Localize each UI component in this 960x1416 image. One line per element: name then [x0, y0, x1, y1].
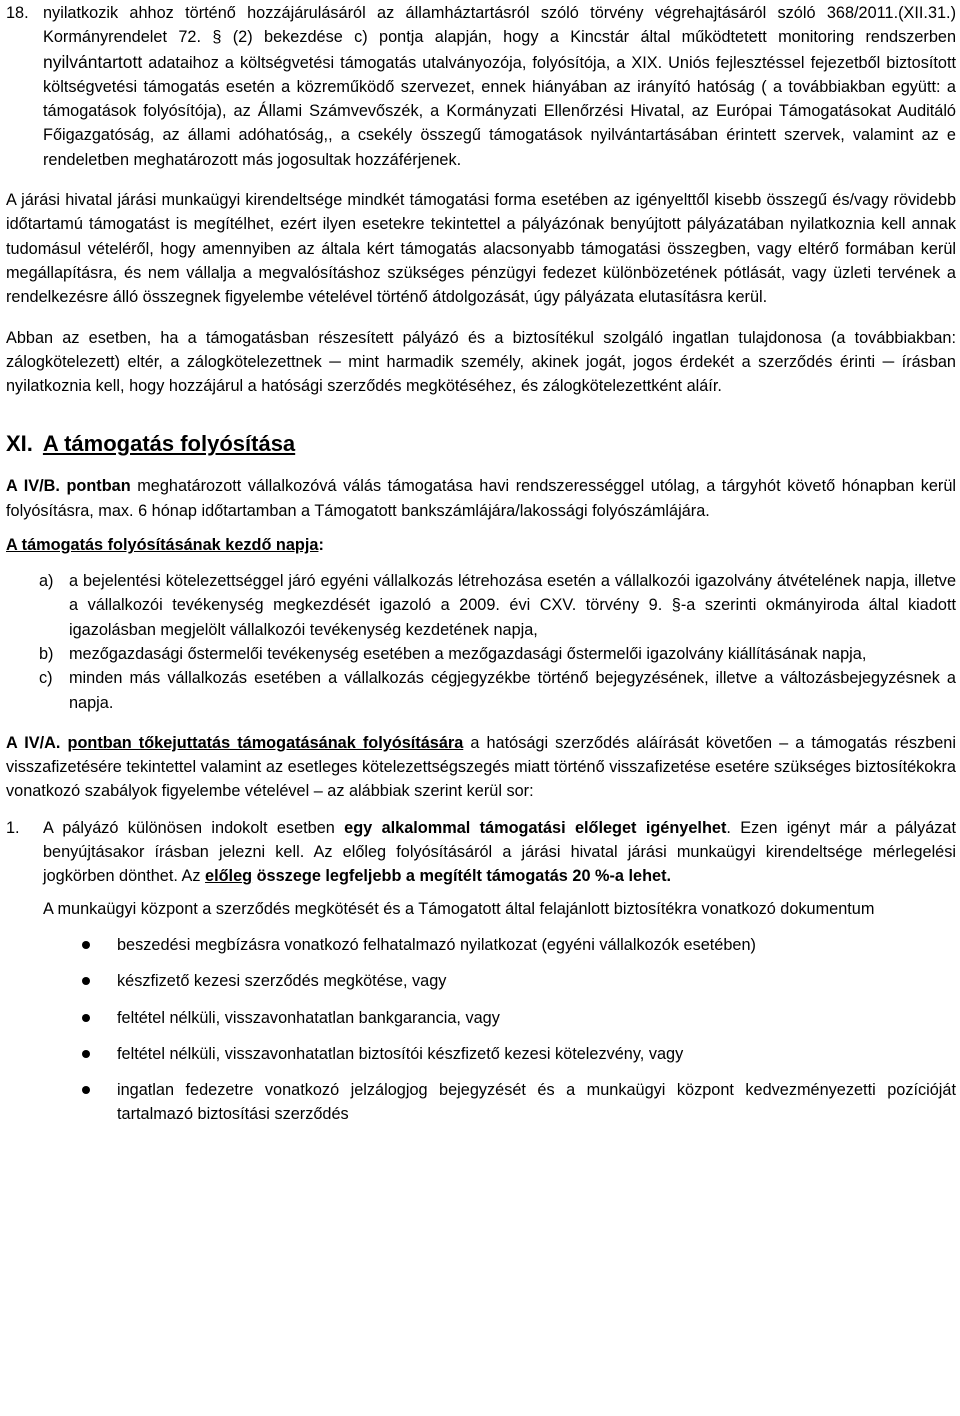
bullet-text: feltétel nélküli, visszavonhatatlan biztosítói készfizető kezesi kötelezvény, vagy: [117, 1044, 684, 1063]
n1-bold-a: egy alkalommal támogatási előleget igényelhet: [344, 818, 727, 837]
numbered-item-18: [6, 1, 956, 172]
list-label: b): [39, 644, 54, 663]
n1-bold-b: összege legfeljebb a megítélt támogatás 20 %-a lehet.: [252, 867, 672, 886]
section-heading: [6, 430, 956, 458]
iv-a-text: a hatósági szerződés aláírását követően – a támogatás részbeni visszafizetésére tekintettel valamint az esetleges kötelezettségszegés miatt történő visszafizetése esetére szükséges biztosítékokra vonatkozó szabályok figyelembe vételével – az alábbiak szerint kerül sor:: [6, 733, 956, 801]
list-item-text: mezőgazdasági őstermelői tevékenység esetében a mezőgazdasági őstermelői igazolvány kiállításának napja,: [69, 644, 867, 663]
start-date-heading-colon: :: [318, 536, 324, 555]
bullet-icon: [82, 1086, 90, 1094]
list-item-a: [39, 569, 956, 642]
paragraph-zalogkotelezett: Abban az esetben, ha a támogatásban részesített pályázó és a biztosítékul szolgáló ingatlan tulajdonosa (a továbbiakban: zálogkötelezett) eltér, a zálogkötelezettnek ─ mint harmadik személy, akinek jogát, jogos érdekét a szerződés érinti ─ írásban nyilatkoznia kell, hogy hozzájárul a hatósági szerződés megkötéséhez, és zálogkötelezettként aláír.: [6, 328, 956, 396]
list-label: a): [39, 572, 54, 591]
bullet-item: [43, 933, 956, 957]
bullet-text: feltétel nélküli, visszavonhatatlan bankgarancia, vagy: [117, 1008, 500, 1027]
paragraph-iv-b: [6, 474, 956, 523]
start-date-heading: [6, 533, 956, 557]
section-number: XI.: [6, 431, 33, 457]
iv-a-emphasis: pontban tőkejuttatás támogatásának folyósítására: [67, 733, 464, 752]
n1-text-b: . Ezen igényt már a pályázat benyújtásakor írásban jelezni kell. Az előleg folyósításáról a járási hivatal járási munkaügyi kirendeltsége mérlegelési jogkörben dönthet. Az: [43, 818, 956, 886]
item-number: 18.: [6, 4, 29, 22]
list-label: c): [39, 669, 53, 688]
list-item-c: [39, 666, 956, 715]
ref-pontban: pontban: [66, 477, 131, 496]
list-item-text: a bejelentési kötelezettséggel járó egyéni vállalkozás létrehozása esetén a vállalkozói igazolvány átvételének napja, illetve a vállalkozói tevékenység megkezdését igazoló a 2009. évi CXV. törvény 9. §-a szerinti okmányiroda által kiadott igazolásban megjelölt vállalkozói tevékenység kezdetének napja,: [69, 572, 956, 639]
list-item-b: [39, 642, 956, 666]
list-item-text: minden más vállalkozás esetében a vállalkozás cégjegyzékbe történő bejegyzésének, illetve a változásbejegyzésnek a napja.: [69, 669, 956, 712]
item-text-cont: adataihoz a költségvetési támogatás utalványozója, folyósítója, a XIX. Uniós fejlesztéssel fejezetből biztosított költségvetési támogatás esetén a közreműködő szervezet, ennek hiányában az irányító hatóság ( a továbbiakban együtt: a támogatások folyósítója), az Állami Számvevőszék, a Kormányzati Ellenőrzési Hivatal, az Európai Támogatásokat Auditáló Főigazgatóság, az állami adóhatóság,, a csekély összegű támogatások nyilvántartásában érintett szervek, valamint az e rendeletben meghatározott más jogosultak hozzáférjenek.: [43, 53, 956, 169]
bullet-item: [43, 969, 956, 993]
iv-b-text: meghatározott vállalkozóvá válás támogatása havi rendszerességgel utólag, a tárgyhót követő hónapban kerül folyósításra, max. 6 hónap időtartamban a Támogatott bankszámlájára/lakossági folyószámlájára.: [6, 477, 956, 520]
bullet-text: készfizető kezesi szerződés megkötése, vagy: [117, 972, 447, 991]
ref-iv-b: A IV/B.: [6, 477, 60, 496]
n1-bold-underline: előleg: [205, 867, 253, 886]
paragraph-iv-a: [6, 731, 956, 804]
bullet-icon: [82, 941, 90, 949]
bullet-item: [43, 1078, 956, 1127]
bullet-icon: [82, 1050, 90, 1058]
numbered-item-1: [6, 816, 956, 889]
document-page: [6, 0, 956, 1139]
bullet-text: ingatlan fedezetre vonatkozó jelzálogjog bejegyzését és a munkaügyi központ kedvezményezetti pozícióját tartalmazó biztosítási szerződés: [117, 1081, 956, 1124]
item-emphasis: nyilvántartott: [43, 51, 143, 72]
bullet-list: [6, 933, 956, 1127]
bullet-text: beszedési megbízásra vonatkozó felhatalmazó nyilatkozat (egyéni vállalkozók esetében): [117, 935, 756, 954]
lettered-list: [6, 569, 956, 715]
n1-text-a: A pályázó különösen indokolt esetben: [43, 818, 345, 837]
bullet-icon: [82, 977, 90, 985]
section-title: A támogatás folyósítása: [42, 431, 296, 457]
paragraph-munkaugyi-kozpont: A munkaügyi központ a szerződés megkötését és a Támogatott által felajánlott biztosítékra vonatkozó dokumentum: [43, 899, 875, 918]
start-date-heading-text: A támogatás folyósításának kezdő napja: [6, 536, 319, 555]
item-text: nyilatkozik ahhoz történő hozzájárulásáról az államháztartásról szóló törvény végrehajtásáról szóló 368/2011.(XII.31.) Kormányrendelet 72. § (2) bekezdése c) pontja alapján, hogy a Kincstár által működtetett monitoring rendszerben: [43, 4, 956, 47]
item-number: 1.: [6, 818, 20, 837]
bullet-icon: [82, 1014, 90, 1022]
bullet-item: [43, 1006, 956, 1030]
bullet-item: [43, 1042, 956, 1066]
ref-iv-a: A IV/A.: [6, 733, 61, 752]
paragraph-jarasi-hivatal: A járási hivatal járási munkaügyi kirendeltsége mindkét támogatási forma esetében az igényelttől kisebb összegű és/vagy rövidebb időtartamú támogatást is megítélhet, ezért ilyen esetekre tekintettel a pályázónak benyújtott pályázatában nyilatkoznia kell annak tudomásul vételéről, hogy amennyiben az általa kért támogatás alacsonyabb támogatási összegben, vagy eltérő formában kerül megállapításra, és nem vállalja a megvalósításhoz szükséges pénzügyi fedezet különbözetének pótlását, vagy üzleti tervének a rendelkezésre álló összegnek figyelembe vételével történő átdolgozását, úgy pályázata elutasításra kerül.: [6, 191, 956, 307]
